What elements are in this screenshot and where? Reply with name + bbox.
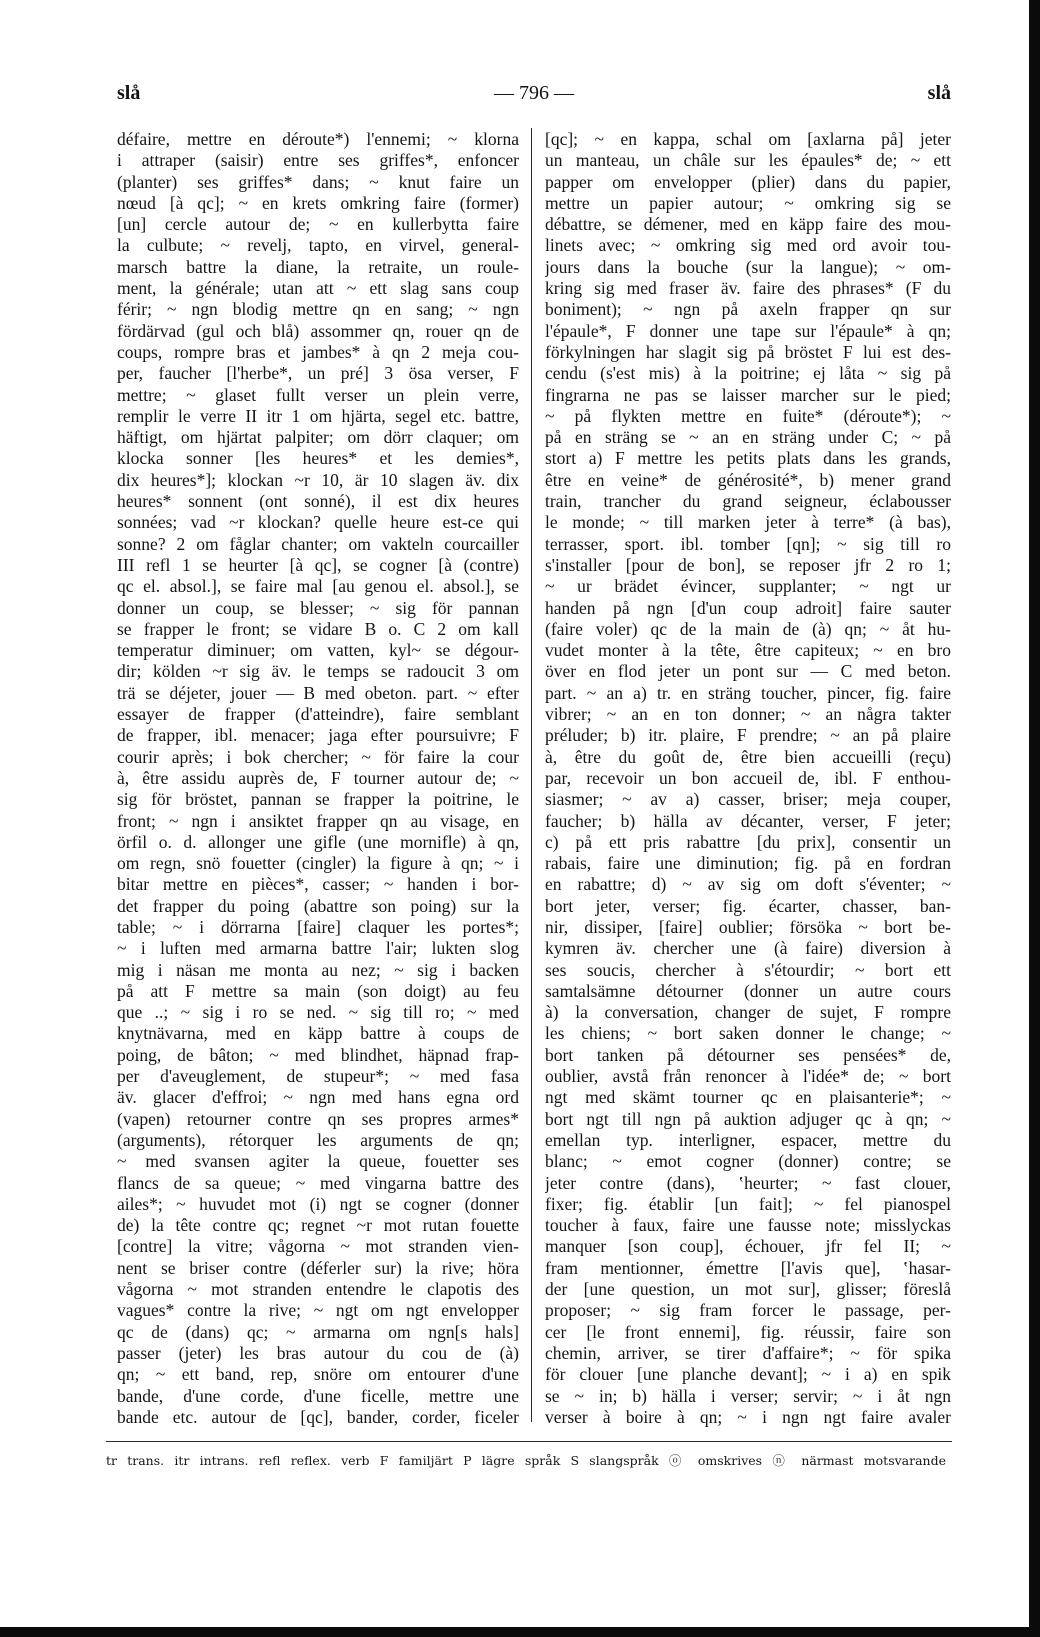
dictionary-line: verser à boire à qn; ~ i ngn ngt faire avaler <box>545 1406 951 1427</box>
dictionary-line: se frapper le front; se vidare B o. C 2 om kall <box>117 618 519 639</box>
dictionary-line: på en sträng se ~ an en sträng under C; ~ på <box>545 427 951 448</box>
dictionary-line: ~ i luften med armarna battre l'air; lukten slog <box>117 938 519 959</box>
dictionary-line: à) la conversation, changer de sujet, F rompre <box>545 1002 951 1023</box>
column-divider <box>531 128 532 1422</box>
page-number: — 796 — <box>494 82 574 104</box>
dictionary-line: ~ på flykten mettre en fuite* (déroute*); ~ <box>545 405 951 426</box>
dictionary-line: jours dans la bouche (sur la langue); ~ om- <box>545 256 951 277</box>
dictionary-line: passer (jeter) les bras autour du cou de (à) <box>117 1342 519 1363</box>
dictionary-line: par, recevoir un bon accueil de, ibl. F enthou- <box>545 767 951 788</box>
dictionary-line: le monde; ~ till marken jeter à terre* (à bas), <box>545 512 951 533</box>
dictionary-line: örfil o. d. allonger une gifle (une mornifle) à qn, <box>117 831 519 852</box>
dictionary-line: (vapen) retourner contre qn ses propres armes* <box>117 1108 519 1129</box>
dictionary-line: être en veine* de générosité*, b) mener grand <box>545 469 951 490</box>
dictionary-line: remplir le verre II itr 1 om hjärta, segel etc. battre, <box>117 405 519 426</box>
dictionary-line: à, être assidu auprès de, F tourner autour de; ~ <box>117 767 519 788</box>
dictionary-line: [qc]; ~ en kappa, schal om [axlarna på] jeter <box>545 129 951 149</box>
dictionary-line: s'installer [pour de bon], se reposer jfr 2 ro 1; <box>545 554 951 575</box>
left-text-column <box>117 129 519 1428</box>
right-text-column <box>545 129 951 1428</box>
dictionary-line: ~ med svansen agiter la queue, fouetter ses <box>117 1151 519 1172</box>
dictionary-line: boniment); ~ ngn på axeln frapper qn sur <box>545 299 951 320</box>
dictionary-line: kring sig med fraser äv. faire des phrases* (F du <box>545 278 951 299</box>
dictionary-line: essayer de frapper (d'atteindre), faire semblant <box>117 704 519 725</box>
scan-border-right <box>1029 0 1040 1637</box>
dictionary-line: klocka sonner [les heures* et les demies*, <box>117 448 519 469</box>
dictionary-line: manquer [son coup], échouer, jfr fel II; ~ <box>545 1236 951 1257</box>
dictionary-line: cendu (s'est mis) à la poitrine; ej låta ~ sig på <box>545 363 951 384</box>
dictionary-line: på att F mettre sa main (son doigt) au feu <box>117 980 519 1001</box>
abbreviation-key: tr trans. itr intrans. refl reflex. verb F familjärt P lägre språk S slangspråk ⓞ omskrives ⓝ närmast motsvarande <box>106 1453 946 1468</box>
dictionary-line: siasmer; ~ av a) casser, briser; meja couper, <box>545 789 951 810</box>
dictionary-line: train, trancher du grand seigneur, éclabousser <box>545 491 951 512</box>
dictionary-line: samtalsämne détourner (donner un autre cours <box>545 980 951 1001</box>
dictionary-line: part. ~ an a) tr. en sträng toucher, pincer, fig. faire <box>545 682 951 703</box>
dictionary-line: förkylningen har slagit sig på bröstet F lui est des- <box>545 341 951 362</box>
dictionary-line: défaire, mettre en déroute*) l'ennemi; ~ klorna <box>117 129 519 149</box>
dictionary-line: oublier, avstå från renoncer à l'idée* de; ~ bort <box>545 1066 951 1087</box>
dictionary-line: per d'aveuglement, de stupeur*; ~ med fasa <box>117 1066 519 1087</box>
dictionary-line: l'épaule*, F donner une tape sur l'épaule* à qn; <box>545 320 951 341</box>
dictionary-line: kymren äv. chercher une (à faire) diversion à <box>545 938 951 959</box>
dictionary-line: coups, rompre bras et jambes* à qn 2 meja cou- <box>117 341 519 362</box>
dictionary-line: jeter contre (dans), ʽheurter; ~ fast clouer, <box>545 1172 951 1193</box>
dictionary-line: der [une question, un mot sur], glisser; föreslå <box>545 1279 951 1300</box>
dictionary-line: [contre] la vitre; vågorna ~ mot stranden vien- <box>117 1236 519 1257</box>
dictionary-line: det frapper du poing (abattre son poing) sur la <box>117 895 519 916</box>
dictionary-line: temperatur diminuer; om vatten, kyl~ se dégour- <box>117 640 519 661</box>
dictionary-line: ngt med skämt tourner qc en plaisanterie*; ~ <box>545 1087 951 1108</box>
dictionary-line: fingrarna ne pas se laisser marcher sur le pied; <box>545 384 951 405</box>
dictionary-line: sig för bröstet, pannan se frapper la poitrine, le <box>117 789 519 810</box>
dictionary-line: bort ngt till ngn på auktion adjuger qc à qn; ~ <box>545 1108 951 1129</box>
dictionary-line: en rabattre; d) ~ av sig om doft s'éventer; ~ <box>545 874 951 895</box>
dictionary-line: vagues* contre la rive; ~ ngt om ngt envelopper <box>117 1300 519 1321</box>
dictionary-line: bitar mettre en pièces*, casser; ~ handen i bor- <box>117 874 519 895</box>
dictionary-line: mettre un papier autour; ~ omkring sig se <box>545 192 951 213</box>
dictionary-line: [un] cercle autour de; ~ en kullerbytta faire <box>117 214 519 235</box>
dictionary-line: stort a) F mettre les petits plats dans les grands, <box>545 448 951 469</box>
dictionary-line: trä se déjeter, jouer — B med obeton. part. ~ efter <box>117 682 519 703</box>
dictionary-line: qn; ~ ett band, rep, snöre om entourer d'une <box>117 1364 519 1385</box>
dictionary-line: de frapper, ibl. menacer; jaga efter poursuivre; F <box>117 725 519 746</box>
dictionary-line: donner un coup, se blesser; ~ sig för pannan <box>117 597 519 618</box>
dictionary-line: terrasser, sport. ibl. tomber [qn]; ~ sig till ro <box>545 533 951 554</box>
dictionary-line: om regn, snö fouetter (cingler) la figure à qn; ~ i <box>117 853 519 874</box>
dictionary-line: dix heures*]; klockan ~r 10, är 10 slagen äv. dix <box>117 469 519 490</box>
dictionary-line: sonnées; vad ~r klockan? quelle heure est-ce qui <box>117 512 519 533</box>
dictionary-line: häftigt, om hjärtat palpiter; om dörr claquer; om <box>117 427 519 448</box>
dictionary-line: fixer; fig. établir [un fait]; ~ fel pianospel <box>545 1193 951 1214</box>
dictionary-line: chemin, arriver, se tirer d'affaire*; ~ för spika <box>545 1342 951 1363</box>
dictionary-line: vågorna ~ mot stranden entendre le clapotis des <box>117 1279 519 1300</box>
dictionary-line: c) på ett pris rabattre [du prix], consentir un <box>545 831 951 852</box>
dictionary-line: äv. glacer d'effroi; ~ ngn med hans egna ord <box>117 1087 519 1108</box>
dictionary-line: courir après; i bok chercher; ~ för faire la cour <box>117 746 519 767</box>
dictionary-line: préluder; b) itr. plaire, F prendre; ~ an på plaire <box>545 725 951 746</box>
dictionary-line: ~ ur brädet évincer, supplanter; ~ ngt ur <box>545 576 951 597</box>
dictionary-line: férir; ~ ngn blodig mettre qn en sang; ~ ngn <box>117 299 519 320</box>
dictionary-line: mettre; ~ glaset fullt verser un plein verre, <box>117 384 519 405</box>
dictionary-line: à, être du goût de, être bien accueilli (reçu) <box>545 746 951 767</box>
dictionary-line: emellan typ. interligner, espacer, mettre du <box>545 1129 951 1150</box>
dictionary-line: table; ~ i dörrarna [faire] claquer les portes*; <box>117 916 519 937</box>
dictionary-line: qc de (dans) qc; ~ armarna om ngn[s hals] <box>117 1321 519 1342</box>
dictionary-line: per, faucher [l'herbe*, un pré] 3 ösa verser, F <box>117 363 519 384</box>
dictionary-line: nœud [à qc]; ~ en krets omkring faire (former) <box>117 192 519 213</box>
dictionary-line: fram mentionner, émettre [l'avis que], ʽhasar- <box>545 1257 951 1278</box>
dictionary-line: débattre, se démener, med en käpp faire des mou- <box>545 214 951 235</box>
dictionary-line: cer [le front ennemi], fig. réussir, faire son <box>545 1321 951 1342</box>
dictionary-line: proposer; ~ sig fram forcer le passage, per- <box>545 1300 951 1321</box>
dictionary-line: que ..; ~ sig i ro se ned. ~ sig till ro; ~ med <box>117 1002 519 1023</box>
dictionary-line: linets avec; ~ omkring sig med ord avoir tou- <box>545 235 951 256</box>
dictionary-line: papper om envelopper (plier) dans du papier, <box>545 171 951 192</box>
dictionary-line: vudet monter à la tête, être capiteux; ~ en bro <box>545 640 951 661</box>
dictionary-line: mig i näsan me monta au nez; ~ sig i backen <box>117 959 519 980</box>
dictionary-line: blanc; ~ emot cogner (donner) contre; se <box>545 1151 951 1172</box>
dictionary-line: faucher; b) hälla av décanter, verser, F jeter; <box>545 810 951 831</box>
dictionary-line: i attraper (saisir) entre ses griffes*, enfoncer <box>117 150 519 171</box>
dictionary-line: rabais, faire une diminution; fig. på en fordran <box>545 853 951 874</box>
dictionary-line: flancs de sa queue; ~ med vingarna battre des <box>117 1172 519 1193</box>
dictionary-line: nir, dissiper, [faire] oublier; försöka ~ bort be- <box>545 916 951 937</box>
dictionary-line: för clouer [une planche devant]; ~ i a) en spik <box>545 1364 951 1385</box>
dictionary-line: un manteau, un châle sur les épaules* de; ~ ett <box>545 150 951 171</box>
dictionary-line: III refl 1 se heurter [à qc], se cogner [à (contre) <box>117 554 519 575</box>
dictionary-line: (arguments), rétorquer les arguments de qn; <box>117 1129 519 1150</box>
dictionary-line: la culbute; ~ revelj, tapto, en virvel, general- <box>117 235 519 256</box>
footer-rule <box>106 1441 952 1442</box>
dictionary-line: vibrer; ~ an en ton donner; ~ an några takter <box>545 704 951 725</box>
left-guide-word: slå <box>117 82 141 104</box>
dictionary-line: poing, de bâton; ~ med blindhet, häpnad frap- <box>117 1044 519 1065</box>
dictionary-line: fördärvad (gul och blå) assommer qn, rouer qn de <box>117 320 519 341</box>
page-header <box>117 82 951 110</box>
dictionary-line: bande etc. autour de [qc], bander, corder, ficeler <box>117 1406 519 1427</box>
dictionary-line: les chiens; ~ bort saken donner le change; ~ <box>545 1023 951 1044</box>
dictionary-line: över en flod jeter un pont sur — C med beton. <box>545 661 951 682</box>
dictionary-line: (faire voler) qc de la main de (à) qn; ~ åt hu- <box>545 618 951 639</box>
dictionary-line: marsch battre la diane, la retraite, un roule- <box>117 256 519 277</box>
dictionary-line: nent se briser contre (déferler sur) la rive; höra <box>117 1257 519 1278</box>
dictionary-line: dir; kölden ~r sig äv. le temps se radoucit 3 om <box>117 661 519 682</box>
dictionary-line: heures* sonnent (ont sonné), il est dix heures <box>117 491 519 512</box>
dictionary-line: knytnävarna, med en käpp battre à coups de <box>117 1023 519 1044</box>
dictionary-line: ses soucis, chercher à s'étourdir; ~ bort ett <box>545 959 951 980</box>
dictionary-line: qc el. absol.], se faire mal [au genou el. absol.], se <box>117 576 519 597</box>
dictionary-line: bort jeter, verser; fig. écarter, chasser, ban- <box>545 895 951 916</box>
dictionary-line: bande, d'une corde, d'une ficelle, mettre une <box>117 1385 519 1406</box>
dictionary-line: se ~ in; b) hälla i verser; servir; ~ i åt ngn <box>545 1385 951 1406</box>
dictionary-line: ailes*; ~ huvudet mot (i) ngt se cogner (donner <box>117 1193 519 1214</box>
dictionary-line: handen på ngn [d'un coup adroit] faire sauter <box>545 597 951 618</box>
dictionary-line: front; ~ ngn i ansiktet frapper qn au visage, en <box>117 810 519 831</box>
dictionary-line: bort tanken på détourner ses pensées* de, <box>545 1044 951 1065</box>
dictionary-line: de) la tête contre qc; regnet ~r mot rutan fouette <box>117 1215 519 1236</box>
dictionary-line: ment, la générale; utan att ~ ett slag sans coup <box>117 278 519 299</box>
dictionary-line: toucher à faux, faire une fausse note; misslyckas <box>545 1215 951 1236</box>
dictionary-line: (planter) ses griffes* dans; ~ knut faire un <box>117 171 519 192</box>
scan-border-bottom <box>0 1627 1040 1637</box>
right-guide-word: slå <box>927 82 951 104</box>
dictionary-line: sonne? 2 om fåglar chanter; om vakteln courcailler <box>117 533 519 554</box>
